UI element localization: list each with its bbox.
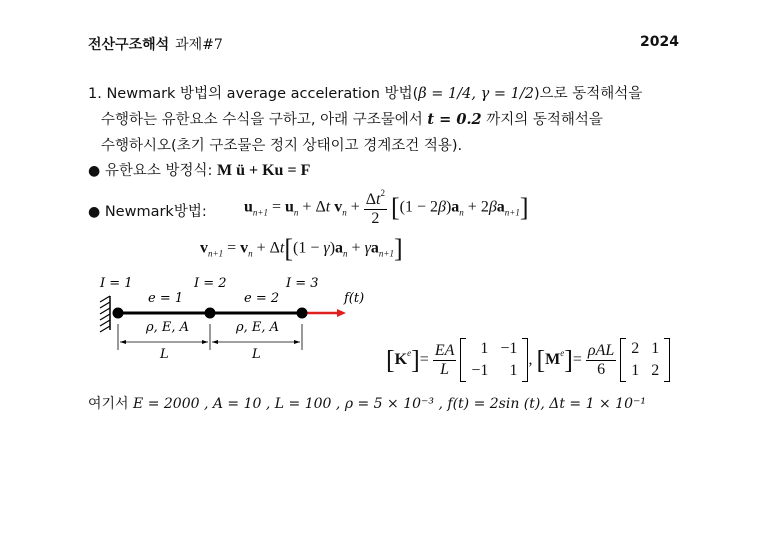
title-text: 전산구조해석 <box>88 37 170 53</box>
problem-text-2a: 수행하는 유한요소 수식을 구하고, 아래 구조물에서 <box>101 112 423 128</box>
bullet-icon: ● <box>88 204 101 220</box>
force-label: f(t) <box>344 291 365 306</box>
problem-line-3: 수행하시오(초기 구조물은 정지 상태이고 경계조건 적용). <box>101 138 463 154</box>
parameters-line <box>88 392 646 416</box>
bullet-label: Newmark방법: <box>104 204 207 220</box>
property-label-1: ρ, E, A <box>146 320 190 335</box>
params-prefix: 여기서 <box>88 396 129 412</box>
k-frac-num: EA <box>434 341 455 359</box>
param-f: f(t) = 2sin (t), <box>447 396 545 412</box>
bullet-newmark <box>88 200 207 224</box>
year-label: 2024 <box>640 34 679 50</box>
problem-number: 1. <box>88 86 102 102</box>
beta-expr: β = 1/4, <box>418 86 476 102</box>
gamma-expr: γ = 1/2 <box>480 86 534 102</box>
fem-equation: M ü + Ku = F <box>216 162 311 179</box>
problem-text-1a: Newmark 방법의 average acceleration 방법( <box>106 86 419 102</box>
k-cell: 1 <box>509 362 518 379</box>
m-cell: 1 <box>631 362 640 379</box>
bar-structure-diagram <box>90 268 370 368</box>
param-A: A = 10 , <box>212 396 271 412</box>
length-label-1: L <box>160 347 169 362</box>
element-matrices <box>386 338 670 382</box>
m-cell: 2 <box>651 362 660 379</box>
m-matrix-body <box>620 338 670 382</box>
node-label-3: I = 3 <box>286 276 319 291</box>
problem-text-2b: 까지의 동적해석을 <box>486 112 603 128</box>
k-cell: −1 <box>500 340 518 357</box>
problem-text-1b: )으로 동적해석을 <box>533 86 643 102</box>
param-E: E = 2000 , <box>133 396 209 412</box>
k-cell: −1 <box>471 362 489 379</box>
subtitle-text: 과제#7 <box>175 37 223 53</box>
problem-line-1 <box>88 82 642 106</box>
k-frac-den: L <box>440 360 450 378</box>
bullet-icon: ● <box>88 163 101 179</box>
m-cell: 2 <box>631 340 640 357</box>
t-expr: t = 0.2 <box>427 111 482 128</box>
node-label-2: I = 2 <box>194 276 227 291</box>
node-2 <box>205 308 216 319</box>
fixed-support-icon <box>100 296 110 332</box>
m-cell: 1 <box>651 340 660 357</box>
force-arrowhead-icon <box>337 309 346 317</box>
bullet-fem-equation <box>88 159 310 183</box>
node-label-1: I = 1 <box>100 276 133 291</box>
param-rho: ρ = 5 × 10⁻³ , <box>344 396 443 412</box>
page-title <box>88 34 223 54</box>
mass-matrix: $[M^e]=$ $\frac{\text{ρAL}}{6}$ 2 1 1 2 <box>536 351 670 368</box>
param-dt: Δt = 1 × 10⁻¹ <box>549 396 646 412</box>
newmark-displacement-equation: $u_{n+1} = u_n + \Delta t$ $v_n$ + $\frac{\Delta t^2}{2}$ $[(1 - 2\beta)a_n + 2\beta a_{n+1}]$ <box>244 188 529 227</box>
element-label-1: e = 1 <box>148 291 184 306</box>
stiffness-matrix: $[K^e]=$ $\frac{EA}{L}$ 1 −1 −1 1 , <box>386 351 536 368</box>
m-frac-num: ρAL <box>587 341 615 359</box>
length-label-2: L <box>252 347 261 362</box>
param-L: L = 100 , <box>274 396 341 412</box>
newmark-velocity-equation: $v_{n+1} = v_n + \Delta t[(1 - \gamma)a_n + \gamma a_{n+1}]$ <box>200 234 403 263</box>
node-3 <box>297 308 308 319</box>
node-1 <box>113 308 124 319</box>
element-label-2: e = 2 <box>244 291 280 306</box>
k-cell: 1 <box>480 340 489 357</box>
m-frac-den: 6 <box>597 360 606 378</box>
k-matrix-body <box>460 338 528 382</box>
property-label-2: ρ, E, A <box>236 320 280 335</box>
problem-line-2 <box>101 108 603 132</box>
bullet-label: 유한요소 방정식: <box>104 163 213 179</box>
